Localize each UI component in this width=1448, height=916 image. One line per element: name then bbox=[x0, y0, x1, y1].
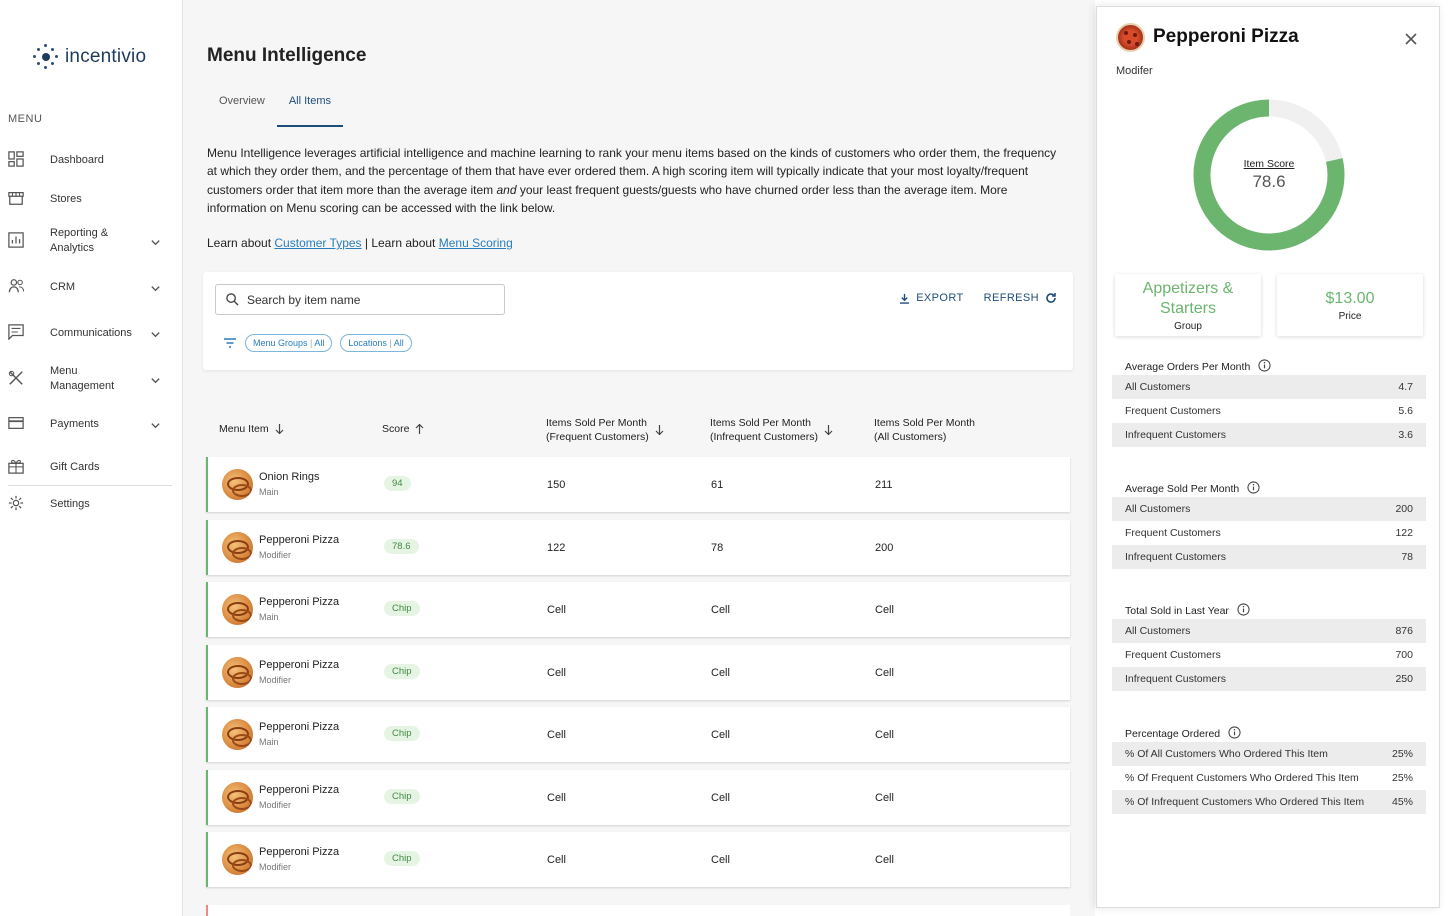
stat-value: 200 bbox=[1395, 503, 1413, 515]
sidebar-item-communications[interactable] bbox=[0, 310, 183, 356]
table-row[interactable] bbox=[206, 520, 1070, 575]
header-score[interactable] bbox=[382, 422, 424, 436]
stat-row bbox=[1112, 545, 1426, 569]
section-table bbox=[1112, 742, 1426, 814]
sidebar-item-label: Gift Cards bbox=[50, 460, 100, 473]
table-row[interactable] bbox=[206, 645, 1070, 700]
stat-row bbox=[1112, 521, 1426, 545]
item-type: Modifier bbox=[259, 799, 292, 810]
item-name: Onion Rings bbox=[259, 471, 320, 483]
sidebar bbox=[0, 0, 183, 916]
sidebar-item-label: Settings bbox=[50, 497, 90, 510]
stat-row bbox=[1112, 619, 1426, 643]
cell-infrequent: Cell bbox=[711, 729, 730, 741]
price-stat bbox=[1277, 274, 1423, 336]
section-title-label: Average Orders Per Month bbox=[1125, 361, 1251, 373]
gift-icon bbox=[8, 458, 26, 476]
filter-row bbox=[223, 334, 412, 352]
table-row[interactable] bbox=[206, 707, 1070, 762]
sidebar-item-crm[interactable] bbox=[0, 264, 183, 310]
item-thumbnail bbox=[222, 657, 253, 688]
learn-prefix: Learn about bbox=[207, 236, 275, 250]
stat-label: % Of All Customers Who Ordered This Item bbox=[1125, 748, 1328, 760]
search-box[interactable] bbox=[215, 284, 505, 315]
cell-frequent: 122 bbox=[547, 541, 566, 554]
cell-all: Cell bbox=[875, 666, 894, 679]
arrow-down-icon bbox=[824, 425, 833, 435]
cell-infrequent: Cell bbox=[711, 666, 730, 679]
stat-label: Frequent Customers bbox=[1125, 527, 1221, 539]
stat-value: 25% bbox=[1391, 772, 1413, 784]
stat-label: Infrequent Customers bbox=[1125, 673, 1226, 685]
chevron-down-icon[interactable] bbox=[150, 281, 162, 293]
header-label bbox=[874, 416, 975, 444]
stat-row bbox=[1112, 667, 1426, 691]
filter-icon[interactable] bbox=[223, 337, 237, 349]
item-thumbnail bbox=[222, 782, 253, 813]
score-chip: 94 bbox=[384, 476, 411, 491]
sidebar-item-label: Payments bbox=[50, 417, 99, 430]
stat-value: 45% bbox=[1391, 796, 1413, 808]
filter-chip-name: Menu Groups bbox=[253, 338, 308, 348]
header-label: Menu Item bbox=[219, 423, 269, 435]
header-line-2: (Infrequent Customers) bbox=[710, 431, 818, 443]
item-score-label[interactable]: Item Score bbox=[1243, 158, 1295, 170]
score-chip: 78.6 bbox=[384, 539, 419, 554]
stat-label: All Customers bbox=[1125, 381, 1191, 393]
table-row[interactable] bbox=[206, 832, 1070, 887]
stat-row bbox=[1112, 375, 1426, 399]
info-icon[interactable] bbox=[1258, 359, 1271, 375]
stat-label: Infrequent Customers bbox=[1125, 551, 1226, 563]
cell-frequent: Cell bbox=[547, 854, 566, 866]
sidebar-item-label: CRM bbox=[50, 280, 76, 293]
group-value: Appetizers & Starters bbox=[1142, 280, 1234, 317]
chevron-down-icon[interactable] bbox=[150, 373, 162, 385]
item-type: Main bbox=[259, 612, 279, 622]
table-body bbox=[206, 457, 1070, 895]
stat-label: Infrequent Customers bbox=[1125, 429, 1226, 441]
sidebar-item-settings[interactable] bbox=[0, 481, 183, 527]
brand-logo[interactable] bbox=[33, 44, 146, 70]
description-part-2: your least frequent guests/guests who have churned order less than the average item. More information on Menu scoring can be accessed with the link below. bbox=[207, 182, 1008, 216]
stat-row bbox=[1112, 742, 1426, 766]
sidebar-item-label: Dashboard bbox=[50, 153, 104, 166]
sidebar-item-payments[interactable] bbox=[0, 401, 183, 447]
table-header bbox=[207, 410, 1071, 448]
page-title: Menu Intelligence bbox=[207, 45, 367, 66]
stat-row bbox=[1112, 399, 1426, 423]
item-name: Pepperoni Pizza bbox=[259, 783, 340, 796]
stat-value: 5.6 bbox=[1398, 405, 1413, 417]
card-icon bbox=[8, 415, 26, 433]
close-icon[interactable] bbox=[1404, 32, 1418, 46]
download-icon bbox=[899, 293, 910, 304]
table-row[interactable] bbox=[206, 457, 1070, 512]
table-row[interactable] bbox=[206, 770, 1070, 825]
stat-row bbox=[1112, 497, 1426, 521]
cell-infrequent: 78 bbox=[711, 541, 724, 554]
item-name: Pepperoni Pizza bbox=[259, 658, 340, 671]
cell-frequent: Cell bbox=[547, 604, 566, 616]
header-menu-item[interactable] bbox=[219, 422, 284, 436]
cell-infrequent: Cell bbox=[711, 791, 730, 804]
header-infrequent[interactable] bbox=[710, 416, 833, 444]
sidebar-item-menu-management[interactable] bbox=[0, 356, 183, 402]
item-type: Main bbox=[259, 487, 279, 497]
sidebar-item-stores[interactable] bbox=[0, 176, 183, 222]
item-score-value: 78.6 bbox=[1252, 172, 1286, 191]
item-type: Modifier bbox=[259, 549, 292, 560]
description bbox=[207, 144, 1067, 218]
dashboard-icon bbox=[8, 151, 26, 169]
score-chip: Chip bbox=[384, 726, 420, 741]
sidebar-divider bbox=[8, 485, 172, 486]
header-line-1: Items Sold Per Month bbox=[874, 417, 975, 429]
cell-infrequent: Cell bbox=[711, 854, 730, 866]
group-stat bbox=[1115, 274, 1261, 336]
item-name: Pepperoni Pizza bbox=[259, 846, 340, 858]
score-chip: Chip bbox=[384, 601, 420, 616]
section-table bbox=[1112, 375, 1426, 447]
filter-chip-menu-groups[interactable]: Menu Groups | All bbox=[245, 334, 332, 352]
section-title bbox=[1125, 359, 1271, 375]
menu-scoring-link[interactable]: Menu Scoring bbox=[438, 236, 513, 250]
item-name: Pepperoni Pizza bbox=[259, 533, 340, 546]
export-button[interactable] bbox=[899, 292, 963, 304]
cell-infrequent: Cell bbox=[711, 604, 730, 616]
chevron-down-icon[interactable] bbox=[150, 327, 162, 339]
stat-value: 122 bbox=[1395, 527, 1413, 539]
item-thumbnail bbox=[222, 594, 253, 625]
search-input[interactable] bbox=[247, 293, 487, 307]
brand-name: incentivio bbox=[65, 46, 147, 67]
donut-center bbox=[1193, 99, 1345, 251]
stat-row bbox=[1112, 766, 1426, 790]
header-label bbox=[710, 416, 818, 444]
tabs bbox=[207, 86, 343, 127]
utensils-icon bbox=[8, 370, 26, 388]
refresh-icon bbox=[1045, 292, 1057, 304]
stat-label: All Customers bbox=[1125, 503, 1191, 515]
stat-label: All Customers bbox=[1125, 625, 1191, 637]
stat-row bbox=[1112, 423, 1426, 447]
info-icon[interactable] bbox=[1228, 726, 1241, 742]
header-all[interactable] bbox=[874, 416, 975, 444]
arrow-down-icon bbox=[275, 424, 284, 434]
search-icon bbox=[226, 293, 239, 306]
cell-all: 200 bbox=[875, 541, 894, 554]
main-content bbox=[183, 0, 1095, 916]
header-label: Score bbox=[382, 423, 410, 435]
cell-all: Cell bbox=[875, 854, 894, 866]
section-table bbox=[1112, 619, 1426, 691]
chevron-down-icon[interactable] bbox=[150, 235, 162, 247]
item-type: Modifier bbox=[259, 674, 292, 685]
store-icon bbox=[8, 190, 26, 208]
stat-value: 78 bbox=[1401, 551, 1413, 563]
tab-all-items[interactable]: All Items bbox=[277, 86, 343, 127]
item-thumbnail bbox=[1116, 23, 1145, 52]
stat-value: 25% bbox=[1391, 748, 1413, 760]
info-icon[interactable] bbox=[1247, 481, 1260, 497]
filter-chip-locations[interactable]: Locations | All bbox=[340, 334, 411, 352]
panel-title: Pepperoni Pizza bbox=[1153, 26, 1299, 47]
menu-heading: MENU bbox=[8, 113, 43, 125]
refresh-label: REFRESH bbox=[983, 292, 1039, 304]
header-line-1: Items Sold Per Month bbox=[710, 417, 811, 429]
cell-infrequent: 61 bbox=[711, 479, 724, 491]
arrow-up-icon bbox=[415, 424, 424, 434]
section-title-label: Average Sold Per Month bbox=[1125, 483, 1240, 495]
cell-frequent: Cell bbox=[547, 791, 566, 804]
header-line-1: Items Sold Per Month bbox=[546, 417, 647, 429]
export-label: EXPORT bbox=[916, 292, 964, 304]
cell-all: Cell bbox=[875, 604, 894, 616]
item-detail-panel bbox=[1096, 6, 1440, 908]
score-chip: Chip bbox=[384, 664, 420, 679]
stat-value: 3.6 bbox=[1398, 429, 1413, 441]
stat-label: Frequent Customers bbox=[1125, 649, 1221, 661]
stat-value: 4.7 bbox=[1398, 381, 1413, 393]
description-em: and bbox=[496, 182, 517, 197]
analytics-icon bbox=[8, 232, 26, 250]
table-actions bbox=[899, 292, 1057, 304]
logo-icon bbox=[33, 44, 59, 70]
refresh-button[interactable] bbox=[984, 292, 1057, 304]
chat-icon bbox=[8, 324, 26, 342]
item-name: Pepperoni Pizza bbox=[259, 596, 340, 608]
users-icon bbox=[8, 278, 26, 296]
item-thumbnail bbox=[222, 719, 253, 750]
gear-icon bbox=[8, 495, 26, 513]
item-thumbnail bbox=[222, 532, 253, 563]
arrow-down-icon bbox=[655, 425, 664, 435]
item-thumbnail bbox=[222, 844, 253, 875]
chevron-down-icon[interactable] bbox=[150, 418, 162, 430]
section-title bbox=[1125, 481, 1260, 497]
sidebar-item-label: Communications bbox=[50, 326, 132, 339]
stat-value: 876 bbox=[1395, 625, 1413, 637]
section-title-label: Total Sold in Last Year bbox=[1125, 605, 1229, 617]
stat-label: % Of Infrequent Customers Who Ordered This Item bbox=[1125, 796, 1365, 808]
learn-separator: | Learn about bbox=[361, 236, 439, 250]
stat-value: 250 bbox=[1395, 673, 1413, 685]
cell-all: Cell bbox=[875, 729, 894, 741]
price-label: Price bbox=[1338, 311, 1362, 322]
item-name: Pepperoni Pizza bbox=[259, 721, 340, 733]
filter-chip-value: All bbox=[314, 338, 325, 348]
header-line-2: (Frequent Customers) bbox=[546, 431, 649, 443]
filter-chip-value: All bbox=[393, 338, 404, 348]
panel-subtitle: Modifer bbox=[1116, 65, 1153, 77]
sidebar-item-reporting-analytics[interactable] bbox=[0, 218, 183, 264]
table-row[interactable] bbox=[206, 582, 1070, 637]
table-row[interactable] bbox=[206, 905, 1070, 916]
customer-types-link[interactable]: Customer Types bbox=[274, 236, 362, 250]
cell-frequent: Cell bbox=[547, 729, 566, 741]
item-thumbnail bbox=[222, 469, 253, 500]
description-part-1: Menu Intelligence leverages artificial intelligence and machine learning to rank your menu items based on the kinds of customers who order them, the frequency at which they order them, and the percentage of them that have ever ordered them. A high scoring item will typically indicate that your most loyalty/frequent customers order that item more than the average item bbox=[207, 146, 1057, 197]
section-title bbox=[1125, 603, 1250, 619]
item-type: Main bbox=[259, 737, 279, 747]
group-label: Group bbox=[1174, 321, 1202, 332]
section-title bbox=[1125, 726, 1241, 742]
section-title-label: Percentage Ordered bbox=[1125, 728, 1221, 740]
sidebar-item-label: Menu Management bbox=[50, 365, 115, 392]
sidebar-item-label: Reporting & Analytics bbox=[50, 227, 109, 254]
sidebar-item-label: Stores bbox=[50, 192, 82, 205]
stat-label: Frequent Customers bbox=[1125, 405, 1221, 417]
stat-row bbox=[1112, 790, 1426, 814]
header-line-2: (All Customers) bbox=[874, 431, 947, 443]
cell-all: 211 bbox=[875, 479, 893, 491]
stat-row bbox=[1112, 643, 1426, 667]
header-label bbox=[546, 416, 649, 444]
cell-frequent: Cell bbox=[547, 666, 566, 679]
filter-card bbox=[203, 272, 1073, 370]
score-chip: Chip bbox=[384, 851, 420, 866]
section-table bbox=[1112, 497, 1426, 569]
cell-all: Cell bbox=[875, 791, 894, 804]
info-icon[interactable] bbox=[1237, 603, 1250, 619]
stat-value: 700 bbox=[1395, 649, 1413, 661]
cell-frequent: 150 bbox=[547, 479, 566, 491]
stat-label: % Of Frequent Customers Who Ordered This Item bbox=[1125, 772, 1359, 784]
price-value: $13.00 bbox=[1325, 290, 1375, 307]
score-chip: Chip bbox=[384, 789, 420, 804]
item-type: Modifier bbox=[259, 862, 292, 872]
learn-links bbox=[207, 236, 513, 250]
filter-chip-name: Locations bbox=[348, 338, 387, 348]
tab-overview[interactable]: Overview bbox=[219, 95, 265, 107]
header-frequent[interactable] bbox=[546, 416, 664, 444]
